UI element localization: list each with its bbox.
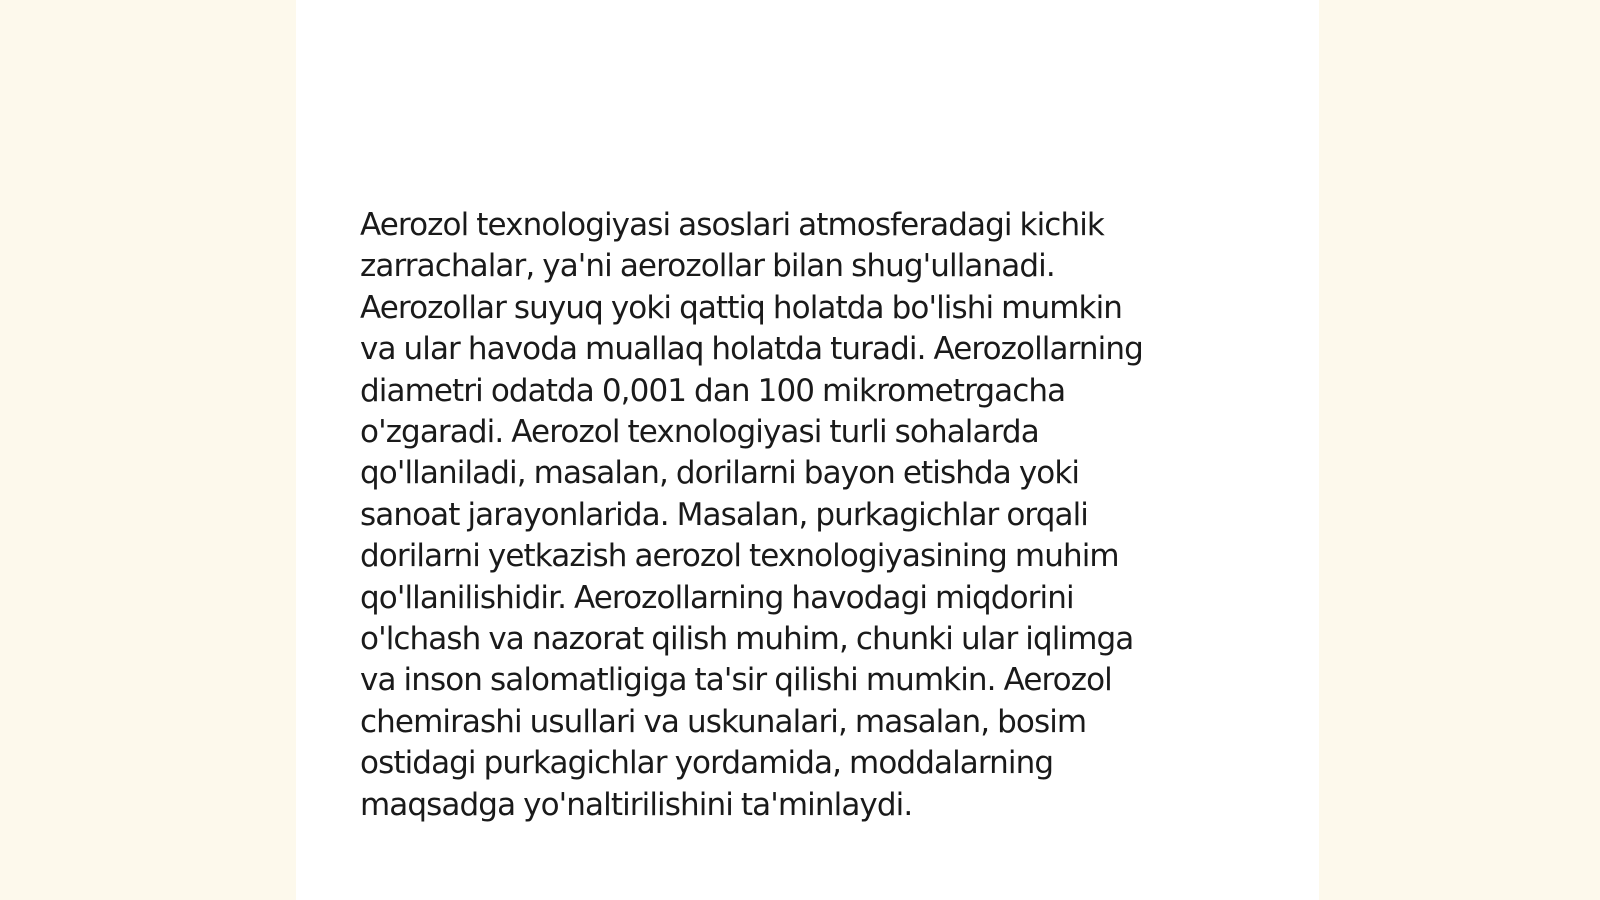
paragraph-line: chemirashi usullari va uskunalari, masalan, bosim bbox=[360, 703, 1087, 740]
paragraph-line: ostidagi purkagichlar yordamida, moddalarning bbox=[360, 745, 1054, 782]
paragraph-line: o'zgaradi. Aerozol texnologiyasi turli sohalarda bbox=[360, 414, 1039, 451]
paragraph-line: dorilarni yetkazish aerozol texnologiyasining muhim bbox=[360, 538, 1119, 575]
paragraph-line: zarrachalar, ya'ni aerozollar bilan shug'ullanadi. bbox=[360, 248, 1055, 285]
document-page bbox=[296, 0, 1319, 900]
left-margin-panel bbox=[0, 0, 296, 900]
right-margin-panel bbox=[1319, 0, 1600, 900]
paragraph-line: Aerozol texnologiyasi asoslari atmosferadagi kichik bbox=[360, 207, 1104, 243]
paragraph-line: o'lchash va nazorat qilish muhim, chunki ular iqlimga bbox=[360, 621, 1134, 658]
paragraph-line: va inson salomatligiga ta'sir qilishi mumkin. Aerozol bbox=[360, 662, 1112, 699]
paragraph-line: qo'llanilishidir. Aerozollarning havodagi miqdorini bbox=[360, 579, 1074, 616]
paragraph-line: sanoat jarayonlarida. Masalan, purkagichlar orqali bbox=[360, 496, 1089, 533]
paragraph-line: diametri odatda 0,001 dan 100 mikrometrgacha bbox=[360, 372, 1066, 409]
paragraph-line: maqsadga yo'naltirilishini ta'minlaydi. bbox=[360, 786, 913, 823]
body-paragraph bbox=[360, 205, 1260, 826]
paragraph-line: qo'llaniladi, masalan, dorilarni bayon etishda yoki bbox=[360, 455, 1080, 492]
paragraph-line: va ular havoda muallaq holatda turadi. Aerozollarning bbox=[360, 331, 1143, 368]
paragraph-line: Aerozollar suyuq yoki qattiq holatda bo'lishi mumkin bbox=[360, 289, 1123, 326]
